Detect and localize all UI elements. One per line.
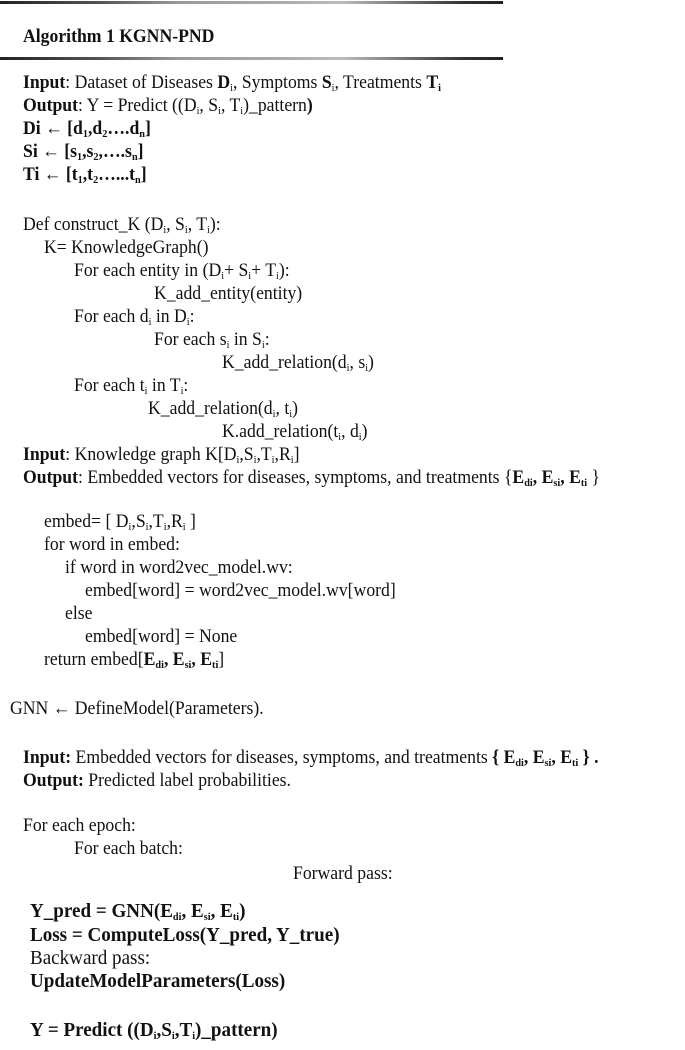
sub: di xyxy=(515,757,524,769)
final-predict-line xyxy=(30,1018,278,1042)
var-e: E xyxy=(541,467,554,488)
sub: i xyxy=(365,362,369,374)
code: K_add_relation(d xyxy=(148,398,273,419)
code: K_add_relation(d xyxy=(222,352,347,373)
comma: , xyxy=(532,467,542,488)
code: in D xyxy=(151,306,187,327)
ti-line xyxy=(23,164,147,186)
sub: i xyxy=(289,408,293,420)
sub: i xyxy=(196,105,200,117)
sub: si xyxy=(184,659,192,671)
sub: i xyxy=(272,408,276,420)
for-word: for word in embed: xyxy=(44,534,180,555)
input-text: : Dataset of Diseases xyxy=(65,72,218,93)
for-each-entity xyxy=(74,260,290,282)
sub: i xyxy=(230,82,233,94)
code: , d xyxy=(341,421,359,442)
code: )_pattern) xyxy=(195,1019,278,1041)
output-text: : Y = Predict ((D xyxy=(78,95,197,116)
sub: i xyxy=(331,82,335,94)
sub: i xyxy=(253,454,257,466)
code: Def construct_K (D xyxy=(23,214,164,235)
sub: ti xyxy=(580,477,588,489)
sub: i xyxy=(186,316,190,328)
code: : xyxy=(264,329,270,350)
code: ) xyxy=(361,421,368,442)
for-each-epoch: For each epoch: xyxy=(23,815,136,836)
input-text: Embedded vectors for diseases, symptoms, and treatments xyxy=(71,747,493,768)
brace: } . xyxy=(578,747,599,768)
sub: 1 xyxy=(77,151,83,163)
input-text: , Treatments xyxy=(334,72,427,93)
code: embed= [ D xyxy=(44,511,129,532)
si-line xyxy=(23,141,144,163)
loss-line: Loss = ComputeLoss(Y_pred, Y_true) xyxy=(30,924,340,946)
sub: i xyxy=(240,105,244,117)
sub: i xyxy=(171,1030,175,1042)
comma: , xyxy=(210,900,221,922)
code: Di ← [d xyxy=(23,118,83,139)
output-text: )_pattern xyxy=(243,95,307,116)
code: ,S xyxy=(131,511,146,532)
sub: i xyxy=(236,454,240,466)
sub: 1 xyxy=(77,174,83,186)
model-output-line xyxy=(23,770,291,792)
code: ,T xyxy=(256,444,272,465)
code: , T xyxy=(187,214,208,235)
sub: 2 xyxy=(93,174,99,186)
sub: i xyxy=(290,454,294,466)
code: ): xyxy=(278,260,290,281)
code: For each s xyxy=(154,329,227,350)
code: in S xyxy=(229,329,262,350)
top-rule xyxy=(0,1,503,4)
var-e: E xyxy=(569,467,581,488)
sub: si xyxy=(203,911,211,923)
code: ,….s xyxy=(98,141,132,162)
code: ) xyxy=(368,352,374,373)
var-e: E xyxy=(220,900,233,922)
output-label: Output xyxy=(23,467,79,488)
comma: , xyxy=(191,649,201,670)
code: For each entity in (D xyxy=(74,260,222,281)
embed-assign: embed[word] = word2vec_model.wv[word] xyxy=(85,580,396,601)
di-line xyxy=(23,118,151,140)
code: ,S xyxy=(239,444,254,465)
embedding-output-line xyxy=(23,467,600,489)
sub: i xyxy=(261,339,265,351)
def-construct-k xyxy=(23,214,221,236)
algorithm-title: Algorithm 1 KGNN-PND xyxy=(23,26,215,47)
output-text: ) xyxy=(306,95,313,116)
sub: ti xyxy=(572,757,579,769)
code: ): xyxy=(209,214,221,235)
code: ] xyxy=(185,511,196,532)
embedding-input-line xyxy=(23,444,299,466)
code: : xyxy=(189,306,195,327)
code: ,S xyxy=(156,1019,172,1041)
sub: i xyxy=(338,431,342,443)
code: Y = Predict ((D xyxy=(30,1019,154,1041)
code: ,T xyxy=(174,1019,193,1041)
sub: i xyxy=(192,1030,196,1042)
var-e: E xyxy=(143,649,156,670)
sub: i xyxy=(144,385,148,397)
sub: i xyxy=(128,521,132,533)
sub: ti xyxy=(232,911,240,923)
input-label: Input xyxy=(23,72,66,93)
var-e: E xyxy=(191,900,204,922)
sub: i xyxy=(218,105,221,117)
sub: 2 xyxy=(102,128,108,140)
output-text: Predicted label probabilities. xyxy=(83,770,291,791)
sub: i xyxy=(148,316,152,328)
output-text: : Embedded vectors for diseases, symptoms, and treatments { xyxy=(78,467,513,488)
sub: n xyxy=(139,128,146,140)
code: Ti ← [t xyxy=(23,164,78,185)
code: + S xyxy=(224,260,249,281)
var-e: E xyxy=(200,649,213,670)
sub: i xyxy=(207,224,210,236)
sub: 2 xyxy=(93,151,99,163)
title-rule xyxy=(0,57,503,60)
for-each-d xyxy=(74,306,195,328)
sub: si xyxy=(553,477,561,489)
code: ,T xyxy=(148,511,164,532)
code: : xyxy=(183,375,189,396)
code: ] xyxy=(137,141,144,162)
sub: i xyxy=(275,270,279,282)
define-model: GNN ← DefineModel(Parameters). xyxy=(10,698,264,719)
sub: i xyxy=(438,82,441,94)
code: Y_pred = GNN( xyxy=(30,900,161,922)
comma: , xyxy=(523,747,533,768)
y-pred-line xyxy=(30,899,245,923)
code: + T xyxy=(251,260,276,281)
backward-pass: Backward pass: xyxy=(30,947,151,969)
return-embed xyxy=(44,649,224,671)
output-label: Output xyxy=(23,95,79,116)
code: , s xyxy=(349,352,366,373)
sub: i xyxy=(153,1030,157,1042)
for-each-batch: For each batch: xyxy=(74,838,183,859)
code: ] xyxy=(140,164,147,185)
output-text: , S xyxy=(199,95,219,116)
code: ) xyxy=(292,398,298,419)
code: , S xyxy=(166,214,185,235)
comma: , xyxy=(181,900,192,922)
code: ] xyxy=(145,118,151,139)
sub: i xyxy=(163,521,167,533)
sub: di xyxy=(172,911,182,923)
if-word: if word in word2vec_model.wv: xyxy=(65,557,293,578)
var-s: S xyxy=(321,72,332,93)
sub: ti xyxy=(212,659,219,671)
embed-init xyxy=(44,511,196,533)
code: ,d xyxy=(88,118,103,139)
for-each-t xyxy=(74,375,188,397)
code: ,t xyxy=(82,164,94,185)
comma: , xyxy=(163,649,173,670)
add-relation-dt xyxy=(148,398,298,420)
sub: i xyxy=(226,339,230,351)
code: ,R xyxy=(274,444,291,465)
var-e: E xyxy=(503,747,516,768)
forward-pass: Forward pass: xyxy=(293,863,393,884)
input-text: , Symptoms xyxy=(232,72,322,93)
input-label: Input: xyxy=(23,747,72,768)
sub: i xyxy=(358,431,362,443)
code: ] xyxy=(218,649,225,670)
var-e: E xyxy=(160,900,173,922)
sub: si xyxy=(544,757,552,769)
code: ….d xyxy=(107,118,140,139)
code: Si ← [s xyxy=(23,141,78,162)
code: For each t xyxy=(74,375,145,396)
else: else xyxy=(65,603,93,624)
model-input-line xyxy=(23,747,598,769)
var-e: E xyxy=(560,747,573,768)
update-params-line: UpdateModelParameters(Loss) xyxy=(30,970,286,992)
input-label: Input xyxy=(23,444,66,465)
var-e: E xyxy=(532,747,545,768)
code: K.add_relation(t xyxy=(222,421,339,442)
comma: , xyxy=(560,467,570,488)
sub: i xyxy=(346,362,350,374)
code: ] xyxy=(293,444,300,465)
code: ,R xyxy=(166,511,183,532)
code: ,s xyxy=(82,141,94,162)
sub: i xyxy=(271,454,275,466)
add-entity: K_add_entity(entity) xyxy=(154,283,303,304)
code: ) xyxy=(239,900,246,922)
code: } xyxy=(587,467,601,488)
var-d: D xyxy=(217,72,231,93)
code: , t xyxy=(275,398,290,419)
brace: { xyxy=(492,747,504,768)
sub: n xyxy=(131,151,138,163)
sub: 1 xyxy=(82,128,89,140)
sub: i xyxy=(184,224,188,236)
code: …...t xyxy=(98,164,135,185)
var-t: T xyxy=(426,72,439,93)
sub: i xyxy=(182,521,186,533)
sub: di xyxy=(155,659,164,671)
output-text: , T xyxy=(220,95,241,116)
var-e: E xyxy=(512,467,525,488)
code: in T xyxy=(147,375,181,396)
code: : Knowledge graph K[D xyxy=(65,444,237,465)
sub: i xyxy=(248,270,252,282)
comma: , xyxy=(551,747,561,768)
sub: n xyxy=(134,174,141,186)
code: return embed[ xyxy=(44,649,144,670)
sub: i xyxy=(145,521,149,533)
k-init: K= KnowledgeGraph() xyxy=(44,237,209,258)
for-each-s xyxy=(154,329,270,351)
sub: di xyxy=(524,477,533,489)
sub: i xyxy=(163,224,167,236)
add-relation-ds xyxy=(222,352,374,374)
embed-assign-none: embed[word] = None xyxy=(85,626,238,647)
header-output-line xyxy=(23,95,313,117)
add-relation-td xyxy=(222,421,368,443)
sub: i xyxy=(221,270,225,282)
var-e: E xyxy=(172,649,185,670)
header-input-line xyxy=(23,72,441,94)
sub: i xyxy=(180,385,184,397)
code: For each d xyxy=(74,306,149,327)
output-label: Output: xyxy=(23,770,84,791)
